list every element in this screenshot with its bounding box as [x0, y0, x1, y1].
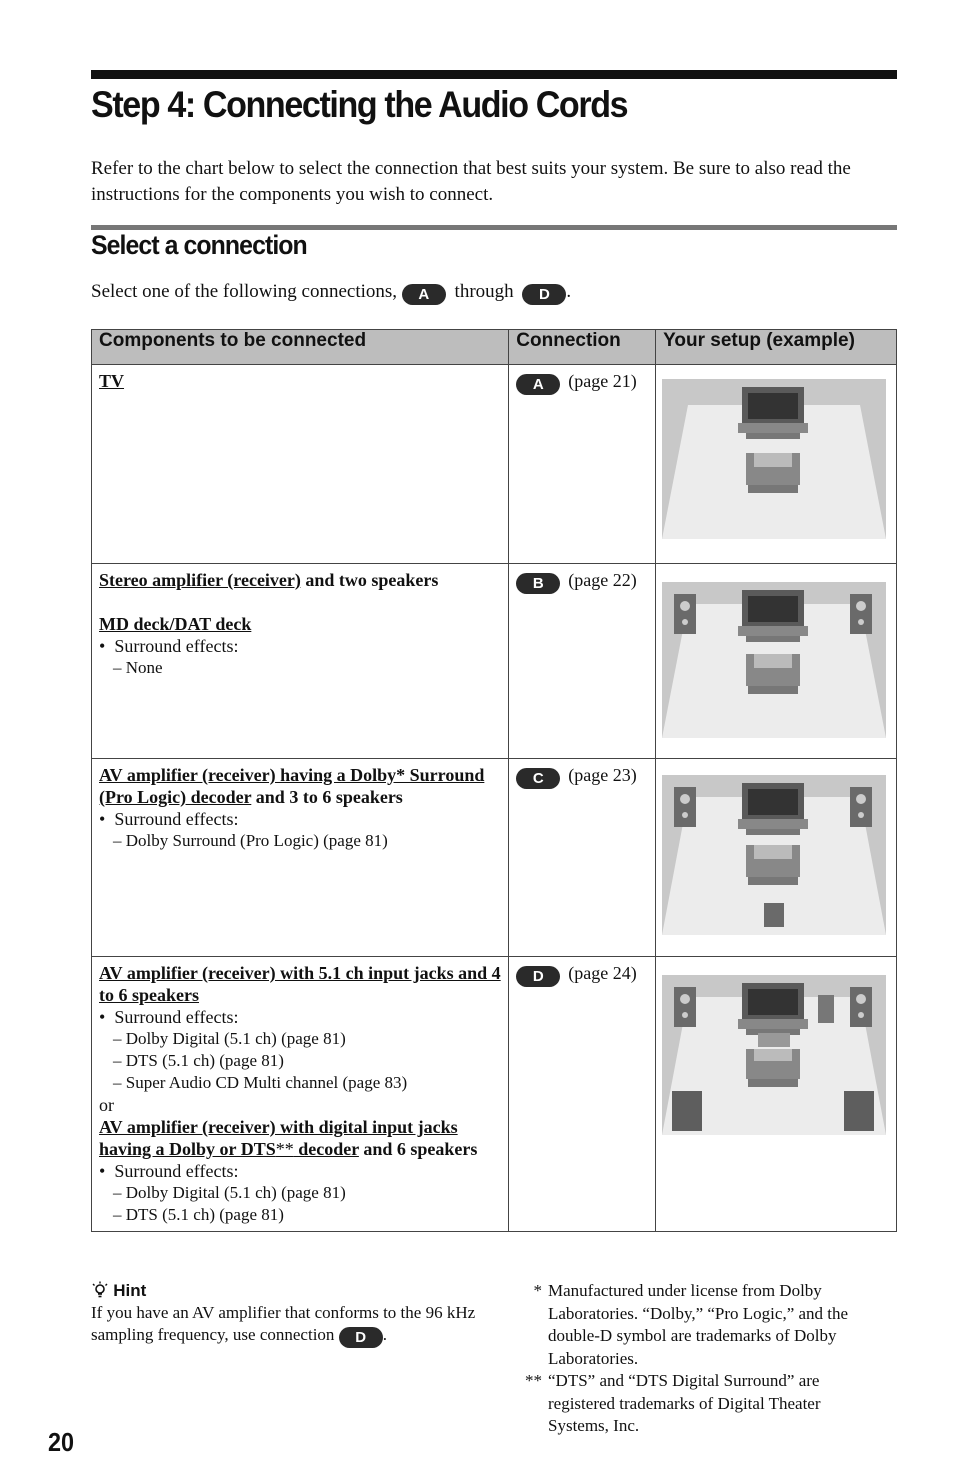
select-text-before: Select one of the following connections,	[91, 281, 398, 302]
effect-item: – Super Audio CD Multi channel (page 83)	[113, 1073, 408, 1092]
effect-item: – Dolby Digital (5.1 ch) (page 81)	[113, 1029, 346, 1048]
section-title: Select a connection	[91, 230, 307, 260]
components-cell: AV amplifier (receiver) having a Dolby* Surround (Pro Logic) decoder and 3 to 6 speakers • Surround effects: – Dolby Surround (Pro Logic) (page 81)	[92, 759, 509, 957]
setup-cell	[656, 957, 897, 1232]
badge-a: A	[402, 284, 446, 305]
table-row	[92, 759, 897, 957]
connection-cell	[509, 759, 656, 957]
component-extra: and two speakers	[300, 570, 439, 590]
footnote-text: Manufactured under license from Dolby Laboratories. “Dolby,” “Pro Logic,” and the double-D symbol are trademarks of Dolby Laboratories.	[548, 1281, 849, 1368]
select-text-after: .	[566, 281, 572, 302]
hint-end: .	[382, 1325, 387, 1344]
connection-table	[91, 329, 897, 1232]
header-components: Components to be connected	[92, 330, 509, 365]
footnote-mark: *	[533, 1281, 542, 1300]
connection-cell	[509, 564, 656, 759]
page-ref: (page 23)	[568, 765, 637, 785]
connection-cell	[509, 957, 656, 1232]
select-instruction	[91, 279, 571, 305]
badge-b: B	[516, 573, 560, 594]
component-name: AV amplifier (receiver) having a Dolby* Surround (Pro Logic) decoder	[99, 765, 485, 807]
footnote	[508, 1370, 878, 1438]
intro-paragraph: Refer to the chart below to select the connection that best suits your system. Be sure to also read the instructions for the components you wish to connect.	[91, 158, 851, 205]
badge-d: D	[339, 1327, 383, 1348]
hint-title: Hint	[113, 1281, 147, 1300]
badge-a: A	[516, 374, 560, 395]
footnotes	[508, 1280, 878, 1438]
component-name: TV	[99, 371, 125, 391]
components-cell	[92, 365, 509, 564]
setup-cell	[656, 564, 897, 759]
badge-d: D	[522, 284, 566, 305]
component-footnote-mark: **	[275, 1139, 294, 1159]
setup-b-illustration	[660, 568, 886, 742]
effects-label: Surround effects:	[114, 809, 239, 829]
page-number: 20	[48, 1427, 75, 1457]
components-cell: Stereo amplifier (receiver) and two speakers MD deck/DAT deck • Surround effects: – None	[92, 564, 509, 759]
footnote	[508, 1280, 878, 1370]
setup-c-illustration	[660, 763, 886, 937]
page-ref: (page 24)	[568, 963, 637, 983]
effect-item: – DTS (5.1 ch) (page 81)	[113, 1051, 284, 1070]
footnote-text: “DTS” and “DTS Digital Surround” are registered trademarks of Digital Theater Systems, Inc.	[548, 1371, 821, 1435]
effects-label: Surround effects:	[114, 1007, 239, 1027]
or-separator: or	[99, 1095, 114, 1115]
hint-box	[91, 1280, 491, 1348]
table-row	[92, 564, 897, 759]
component-extra: and 6 speakers	[358, 1139, 478, 1159]
header-connection: Connection	[509, 330, 656, 365]
effects-label: Surround effects:	[114, 636, 239, 656]
table-header-row	[92, 330, 897, 365]
setup-cell	[656, 365, 897, 564]
setup-a-illustration	[660, 369, 886, 543]
hint-text: If you have an AV amplifier that conforms to the 96 kHz sampling frequency, use connection	[91, 1303, 476, 1344]
page-title: Step 4: Connecting the Audio Cords	[91, 84, 628, 125]
badge-d: D	[516, 966, 560, 987]
table-row	[92, 957, 897, 1232]
component-name-tail: decoder	[293, 1139, 359, 1159]
effect-item: – Dolby Surround (Pro Logic) (page 81)	[113, 831, 388, 850]
component-name: AV amplifier (receiver) with digital input jacks having a Dolby or DTS	[99, 1117, 458, 1159]
setup-d-illustration	[660, 961, 886, 1137]
effects-label: Surround effects:	[114, 1161, 239, 1181]
page-ref: (page 21)	[568, 371, 637, 391]
effect-item: – Dolby Digital (5.1 ch) (page 81)	[113, 1183, 346, 1202]
component-name: MD deck/DAT deck	[99, 614, 252, 634]
table-row	[92, 365, 897, 564]
effect-item: – DTS (5.1 ch) (page 81)	[113, 1205, 284, 1224]
page-ref: (page 22)	[568, 570, 637, 590]
components-cell: AV amplifier (receiver) with 5.1 ch input jacks and 4 to 6 speakers • Surround effects: – Dolby Digital (5.1 ch) (page 81) – DTS (5.1 ch) (page 81) – Super Audio CD Multi channel (page 83) or AV amplifier (receiver) with digital input jacks having a Dolby or DTS** decoder and 6 speakers • Surround effects: – Dolby Digital (5.1 ch) (page 81) – DTS (5.1 ch) (page 81)	[92, 957, 509, 1232]
badge-c: C	[516, 768, 560, 789]
effect-item: – None	[113, 658, 163, 677]
top-rule	[91, 70, 897, 79]
component-name: Stereo amplifier (receiver)	[99, 570, 301, 590]
select-text-middle: through	[454, 281, 514, 302]
header-setup: Your setup (example)	[656, 330, 897, 365]
connection-cell	[509, 365, 656, 564]
component-name: AV amplifier (receiver) with 5.1 ch input jacks and 4 to 6 speakers	[99, 963, 501, 1005]
footnote-mark: **	[525, 1371, 542, 1390]
component-extra: and 3 to 6 speakers	[251, 787, 403, 807]
lightbulb-icon	[91, 1281, 109, 1299]
setup-cell	[656, 759, 897, 957]
